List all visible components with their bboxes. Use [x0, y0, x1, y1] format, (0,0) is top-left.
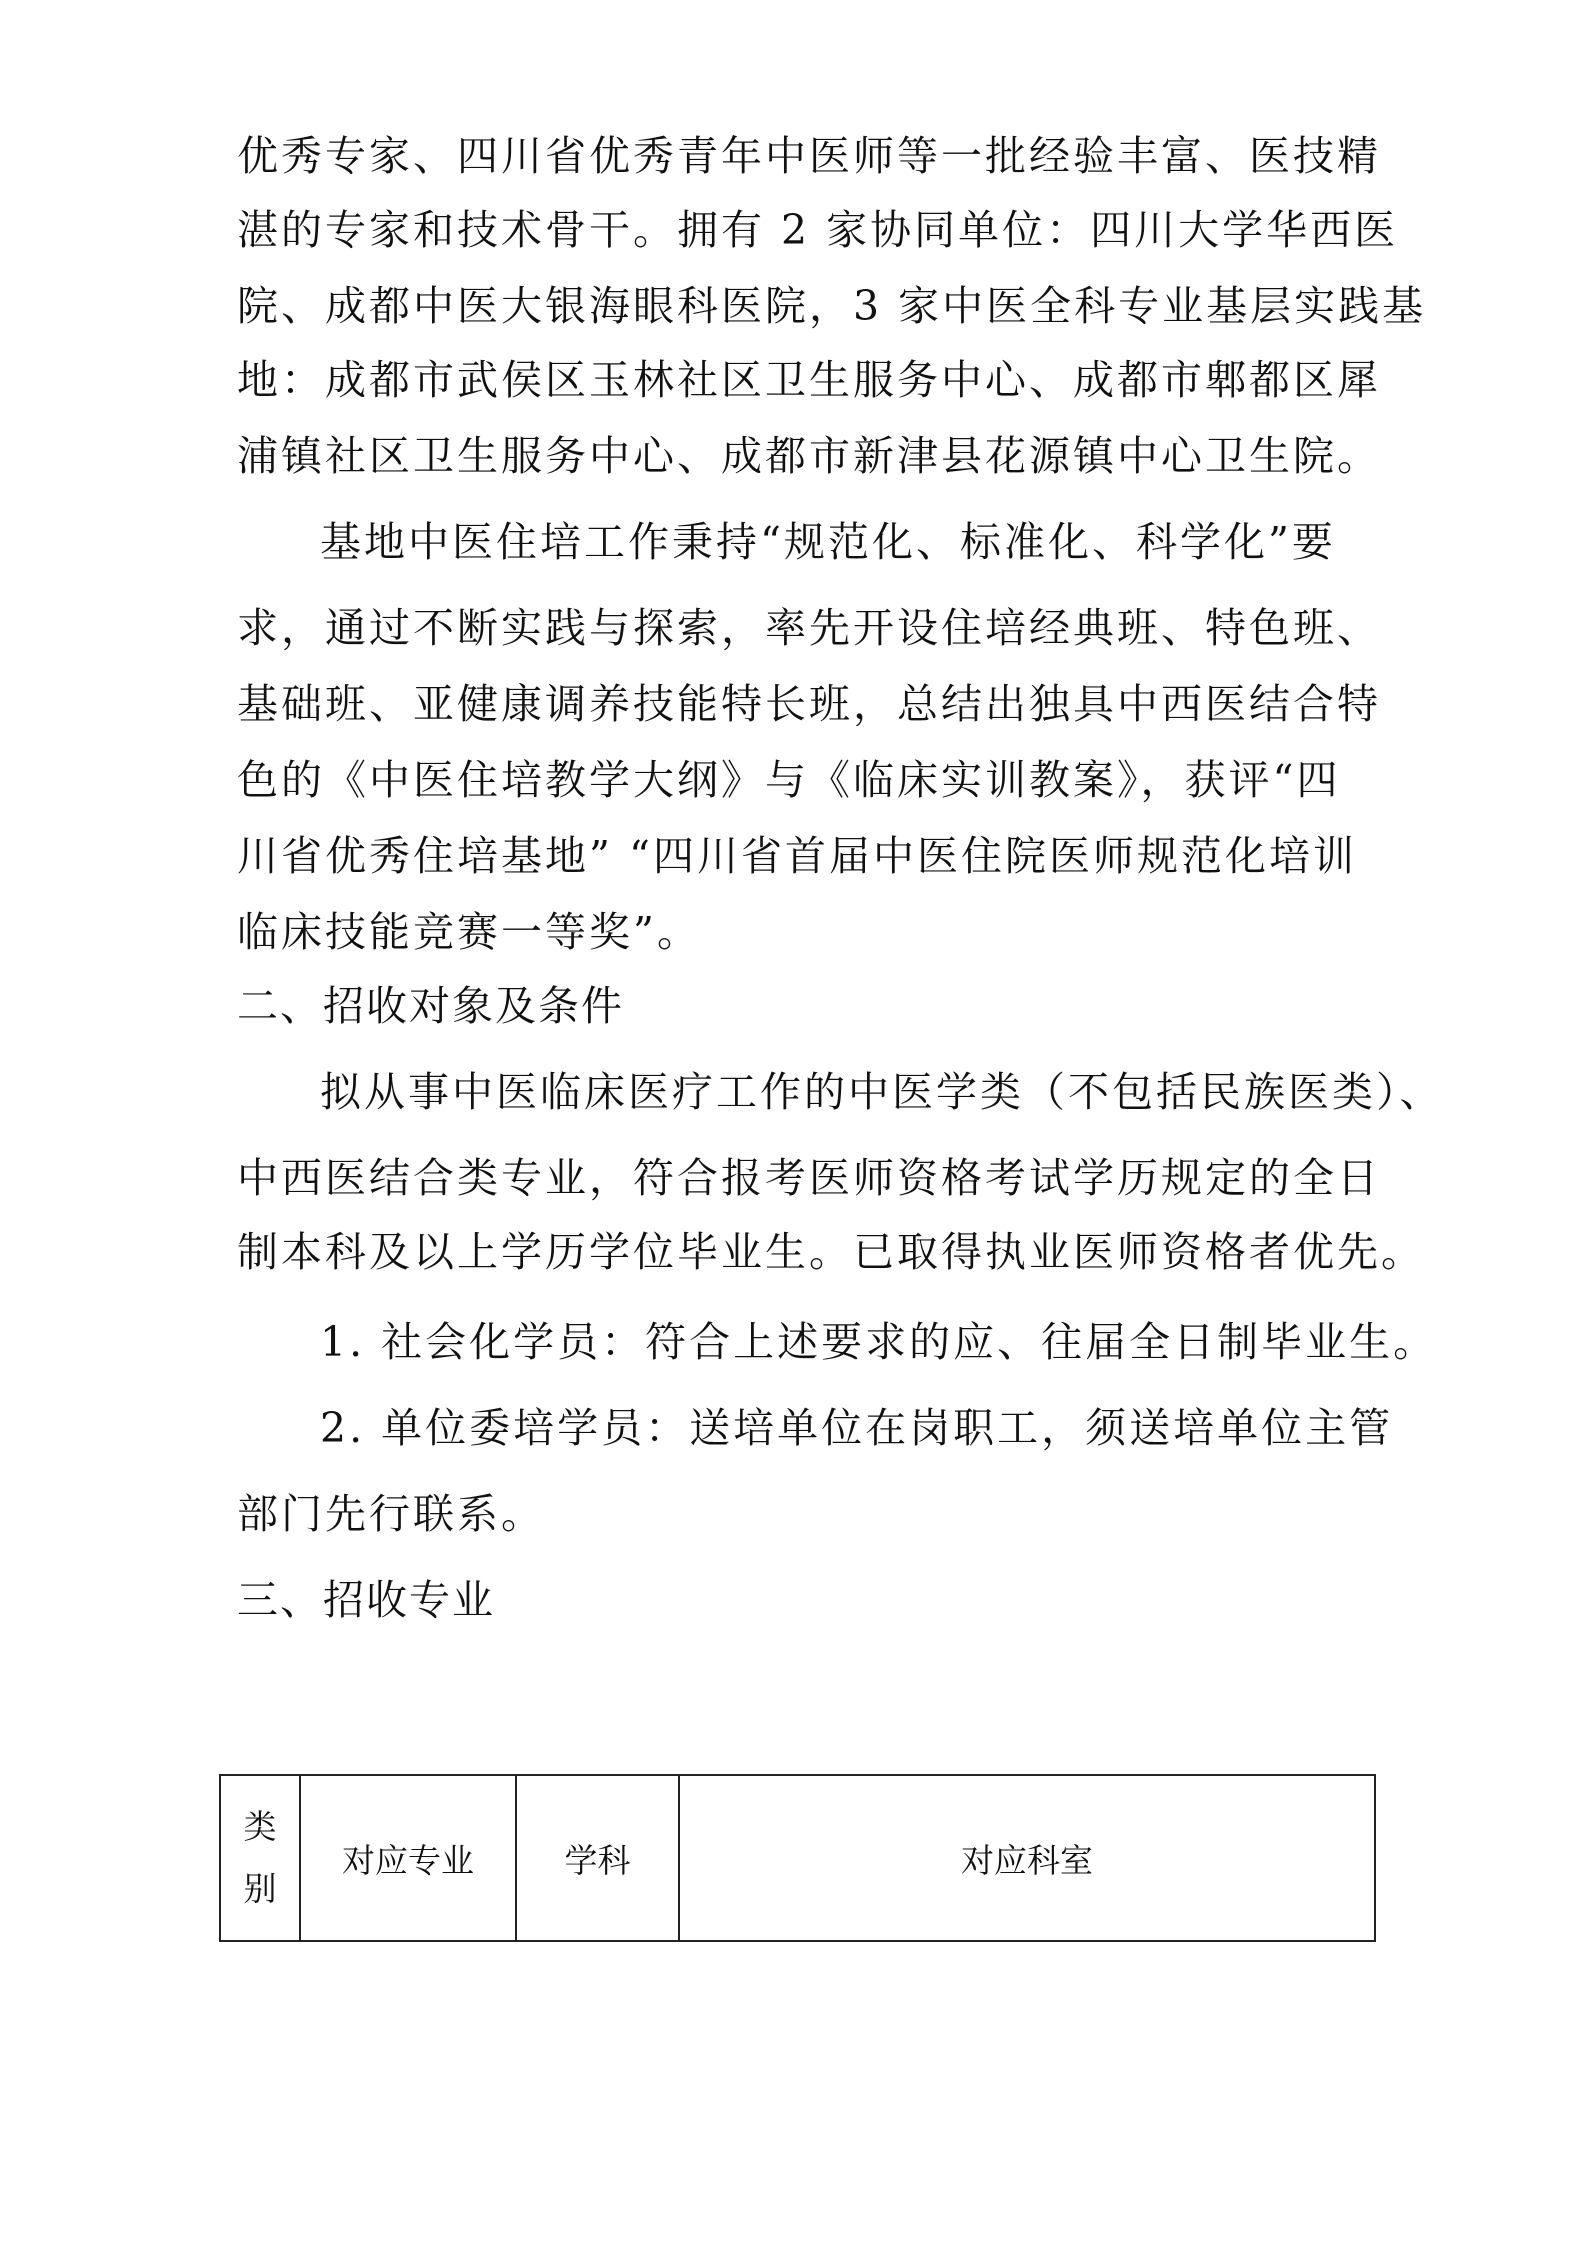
- intro-line-2: 湛的专家和技术骨干。拥有 2 家协同单位：四川大学华西医: [237, 206, 1399, 254]
- majors-table: [219, 1774, 1376, 1942]
- section-heading-majors: 三、招收专业: [237, 1576, 495, 1624]
- table-header-category: 类别: [220, 1775, 300, 1941]
- eligibility-item-2-line-2: 部门先行联系。: [237, 1490, 545, 1538]
- eligibility-line-3: 制本科及以上学历学位毕业生。已取得执业医师资格者优先。: [237, 1228, 1425, 1276]
- table-header-row: [220, 1775, 1375, 1941]
- training-line-4: 色的《中医住培教学大纲》与《临床实训教案》，获评“四: [237, 756, 1341, 804]
- eligibility-line-2: 中西医结合类专业，符合报考医师资格考试学历规定的全日: [237, 1154, 1381, 1202]
- intro-line-5: 浦镇社区卫生服务中心、成都市新津县花源镇中心卫生院。: [237, 432, 1381, 480]
- intro-line-1: 优秀专家、四川省优秀青年中医师等一批经验丰富、医技精: [237, 132, 1381, 180]
- training-line-3: 基础班、亚健康调养技能特长班，总结出独具中西医结合特: [237, 680, 1381, 728]
- training-line-5: 川省优秀住培基地” “四川省首届中医住院医师规范化培训: [237, 832, 1357, 880]
- table-header-department: 对应科室: [679, 1775, 1375, 1941]
- eligibility-item-1: 1. 社会化学员：符合上述要求的应、往届全日制毕业生。: [320, 1318, 1438, 1366]
- table-header-subject: 学科: [516, 1775, 679, 1941]
- section-heading-eligibility: 二、招收对象及条件: [237, 982, 624, 1030]
- intro-line-4: 地：成都市武侯区玉林社区卫生服务中心、成都市郫都区犀: [237, 356, 1381, 404]
- table-header-major: 对应专业: [300, 1775, 516, 1941]
- intro-line-3: 院、成都中医大银海眼科医院，3 家中医全科专业基层实践基: [237, 282, 1427, 330]
- eligibility-line-1: 拟从事中医临床医疗工作的中医学类（不包括民族医类）、: [320, 1068, 1444, 1116]
- training-line-6: 临床技能竞赛一等奖”。: [237, 908, 701, 956]
- training-line-1: 基地中医住培工作秉持“规范化、标准化、科学化”要: [320, 518, 1336, 566]
- training-line-2: 求，通过不断实践与探索，率先开设住培经典班、特色班、: [237, 604, 1381, 652]
- eligibility-item-2-line-1: 2. 单位委培学员：送培单位在岗职工，须送培单位主管: [320, 1404, 1394, 1452]
